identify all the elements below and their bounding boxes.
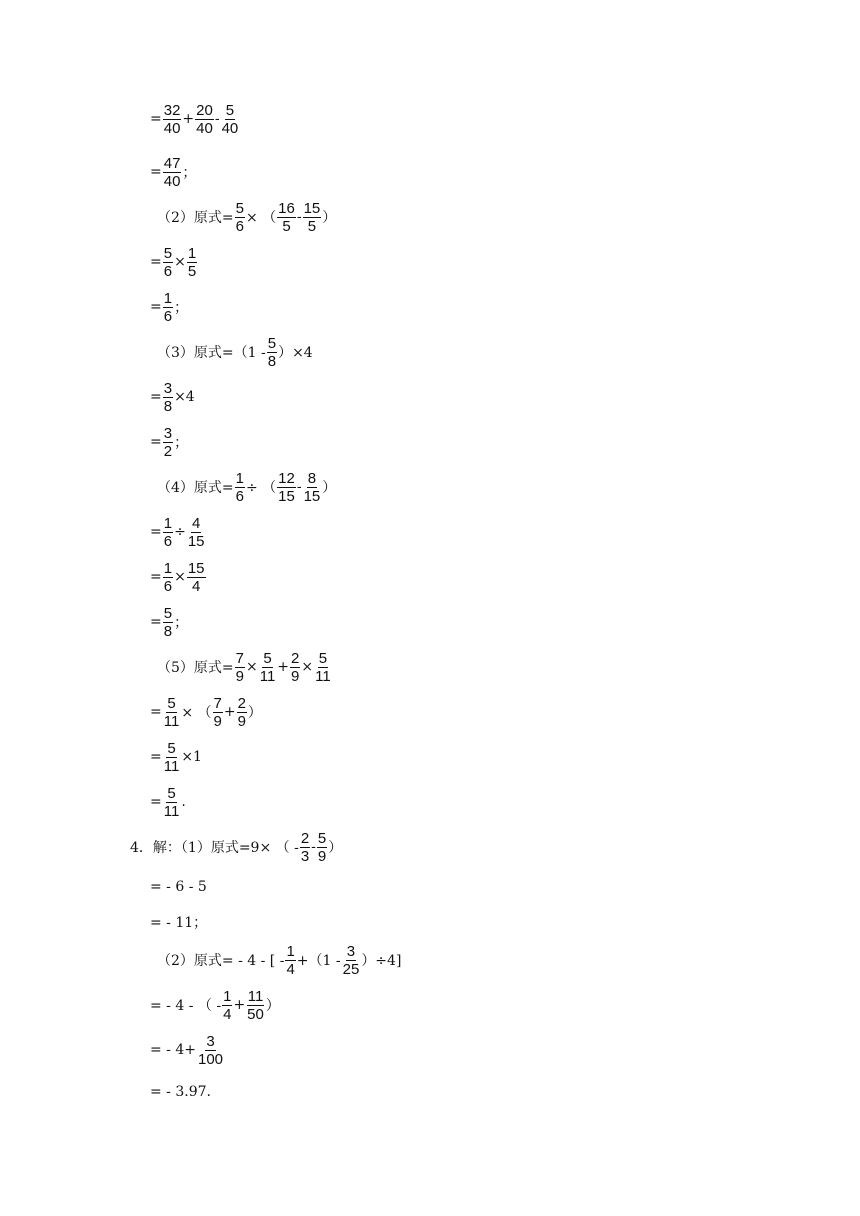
math-line xyxy=(150,102,240,136)
numerator: 2 xyxy=(300,829,310,847)
expression-text: 4．解：（1）原式=9× （ - xyxy=(130,840,299,856)
math-line xyxy=(157,200,336,234)
fraction xyxy=(290,650,300,685)
fraction xyxy=(277,200,296,235)
expression-text: ； xyxy=(182,165,197,181)
fraction xyxy=(221,102,240,137)
denominator: 40 xyxy=(163,119,181,137)
denominator: 9 xyxy=(235,667,244,685)
numerator: 5 xyxy=(163,244,173,262)
numerator: 11 xyxy=(247,987,264,1005)
denominator: 9 xyxy=(237,712,246,730)
numerator: 1 xyxy=(235,469,244,487)
numerator: 5 xyxy=(318,649,328,667)
expression-text: - xyxy=(296,479,302,495)
expression-text: - xyxy=(311,839,316,855)
expression-text: = - 11； xyxy=(150,915,208,931)
expression-text: ）÷4] xyxy=(361,953,402,969)
denominator: 11 xyxy=(259,667,276,685)
numerator: 5 xyxy=(235,199,244,217)
numerator: 5 xyxy=(163,604,173,622)
numerator: 5 xyxy=(267,334,277,352)
math-line xyxy=(150,290,188,324)
denominator: 11 xyxy=(163,802,180,820)
numerator: 8 xyxy=(307,469,317,487)
numerator: 4 xyxy=(191,514,201,532)
numerator: 1 xyxy=(163,289,173,307)
denominator: 15 xyxy=(278,487,295,505)
math-line xyxy=(157,943,401,977)
expression-text: = - 3.97. xyxy=(150,1084,211,1100)
expression-text: = xyxy=(150,299,162,315)
numerator: 2 xyxy=(237,694,246,712)
fraction xyxy=(277,470,296,505)
numerator: 3 xyxy=(163,379,173,397)
numerator: 15 xyxy=(187,559,205,577)
fraction xyxy=(195,102,214,137)
fraction xyxy=(163,785,181,820)
denominator: 9 xyxy=(291,667,300,685)
expression-text: ） xyxy=(322,480,337,496)
numerator: 1 xyxy=(223,987,232,1005)
denominator: 9 xyxy=(317,847,327,865)
math-line xyxy=(157,650,333,684)
expression-text: + xyxy=(223,704,236,720)
expression-text: = - 6 - 5 xyxy=(150,879,207,895)
numerator: 32 xyxy=(163,101,181,119)
numerator: 5 xyxy=(167,784,176,802)
fraction xyxy=(259,650,277,685)
expression-text: = xyxy=(150,434,162,450)
expression-text: （4）原式= xyxy=(157,480,234,496)
denominator: 6 xyxy=(163,577,173,595)
expression-text: × xyxy=(301,659,314,675)
expression-text: ×1 xyxy=(181,749,202,765)
expression-text: = xyxy=(150,569,162,585)
fraction xyxy=(237,695,247,730)
expression-text: × （ xyxy=(245,210,277,226)
expression-text: ） xyxy=(265,998,280,1014)
expression-text: = xyxy=(150,749,162,765)
fraction xyxy=(163,695,181,730)
expression-text: ） xyxy=(322,210,337,226)
denominator: 11 xyxy=(163,757,180,775)
denominator: 8 xyxy=(267,352,277,370)
math-line xyxy=(150,1075,211,1109)
denominator: 11 xyxy=(163,712,180,730)
fraction xyxy=(163,155,182,190)
expression-text: = - 4+ xyxy=(150,1042,196,1058)
numerator: 1 xyxy=(163,559,173,577)
numerator: 5 xyxy=(167,694,176,712)
fraction xyxy=(222,988,232,1023)
numerator: 12 xyxy=(278,469,295,487)
denominator: 6 xyxy=(235,487,244,505)
expression-text: + xyxy=(277,659,290,675)
expression-text: ÷ （ xyxy=(245,480,277,496)
math-line xyxy=(150,155,196,189)
expression-text: = xyxy=(150,389,162,405)
fraction xyxy=(163,380,173,415)
expression-text: ； xyxy=(174,300,189,316)
denominator: 50 xyxy=(247,1005,264,1023)
expression-text: ； xyxy=(174,615,189,631)
fraction xyxy=(213,695,223,730)
fraction xyxy=(197,1033,224,1068)
math-line xyxy=(150,740,202,774)
math-line xyxy=(150,785,186,819)
numerator: 5 xyxy=(317,829,327,847)
fraction xyxy=(163,605,173,640)
expression-text: ） xyxy=(328,840,343,856)
denominator: 5 xyxy=(187,262,197,280)
math-line xyxy=(157,470,336,504)
math-line xyxy=(150,560,207,594)
expression-text: ×4 xyxy=(174,389,195,405)
expression-text: + xyxy=(182,111,195,127)
math-line xyxy=(157,335,313,369)
fraction xyxy=(163,102,182,137)
fraction xyxy=(163,425,173,460)
fraction xyxy=(342,943,361,978)
math-line xyxy=(150,425,188,459)
expression-text: = xyxy=(150,111,162,127)
expression-text: （3）原式=（1 - xyxy=(157,345,266,361)
denominator: 5 xyxy=(282,217,291,235)
denominator: 6 xyxy=(163,307,173,325)
numerator: 15 xyxy=(303,199,321,217)
numerator: 20 xyxy=(196,101,213,119)
numerator: 2 xyxy=(291,649,300,667)
math-line xyxy=(150,380,195,414)
expression-text: = - 4 - （ - xyxy=(150,998,222,1014)
numerator: 5 xyxy=(263,649,272,667)
fraction xyxy=(285,943,295,978)
math-line xyxy=(150,988,280,1022)
denominator: 4 xyxy=(286,960,295,978)
expression-text: × xyxy=(245,659,258,675)
expression-text: × xyxy=(174,254,186,270)
expression-text: = xyxy=(150,704,162,720)
expression-text: = xyxy=(150,254,162,270)
fraction xyxy=(163,515,173,550)
denominator: 15 xyxy=(187,532,205,550)
denominator: 25 xyxy=(342,960,360,978)
fraction xyxy=(235,470,245,505)
expression-text: = xyxy=(150,524,162,540)
math-line xyxy=(130,830,342,864)
numerator: 5 xyxy=(167,739,176,757)
fraction xyxy=(303,470,322,505)
fraction xyxy=(163,245,173,280)
expression-text: = xyxy=(150,794,162,810)
expression-text: ÷ xyxy=(174,524,186,540)
expression-text: - xyxy=(214,111,220,127)
denominator: 100 xyxy=(198,1050,224,1068)
expression-text: +（1 - xyxy=(296,953,341,969)
expression-text: （2）原式= xyxy=(157,210,234,226)
denominator: 6 xyxy=(163,262,173,280)
math-line xyxy=(150,1033,225,1067)
fraction xyxy=(163,740,181,775)
denominator: 11 xyxy=(315,667,331,685)
numerator: 7 xyxy=(235,649,244,667)
math-line xyxy=(150,605,188,639)
denominator: 2 xyxy=(163,442,173,460)
denominator: 6 xyxy=(235,217,244,235)
expression-text: = xyxy=(150,164,162,180)
numerator: 3 xyxy=(346,942,356,960)
numerator: 5 xyxy=(225,101,235,119)
expression-text: ） xyxy=(247,705,262,721)
numerator: 1 xyxy=(286,942,295,960)
expression-text: ； xyxy=(174,435,189,451)
fraction xyxy=(246,988,265,1023)
denominator: 9 xyxy=(213,712,222,730)
fraction xyxy=(163,560,173,595)
fraction xyxy=(300,830,310,865)
numerator: 3 xyxy=(206,1032,215,1050)
fraction xyxy=(303,200,322,235)
denominator: 40 xyxy=(163,172,181,190)
denominator: 15 xyxy=(303,487,321,505)
fraction xyxy=(187,560,206,595)
denominator: 4 xyxy=(223,1005,232,1023)
fraction xyxy=(187,515,206,550)
math-line xyxy=(150,870,207,904)
numerator: 1 xyxy=(187,244,197,262)
denominator: 3 xyxy=(300,847,310,865)
expression-text: （2）原式= - 4 - [ - xyxy=(157,953,285,969)
fraction xyxy=(187,245,197,280)
math-line xyxy=(150,695,262,729)
denominator: 4 xyxy=(191,577,201,595)
expression-text: （5）原式= xyxy=(157,660,234,676)
numerator: 47 xyxy=(163,154,181,172)
expression-text: × （ xyxy=(181,705,212,721)
math-line xyxy=(150,905,207,939)
expression-text: . xyxy=(181,794,186,810)
denominator: 6 xyxy=(163,532,173,550)
numerator: 16 xyxy=(278,199,295,217)
math-line xyxy=(150,245,198,279)
expression-text: = xyxy=(150,614,162,630)
numerator: 7 xyxy=(213,694,222,712)
denominator: 40 xyxy=(221,119,239,137)
expression-text: - xyxy=(296,209,302,225)
fraction xyxy=(317,830,327,865)
fraction xyxy=(267,335,277,370)
fraction xyxy=(163,290,173,325)
fraction xyxy=(235,650,245,685)
expression-text: + xyxy=(233,997,246,1013)
fraction xyxy=(314,650,332,685)
expression-text: ）×4 xyxy=(278,345,313,361)
fraction xyxy=(235,200,245,235)
denominator: 8 xyxy=(163,622,173,640)
denominator: 5 xyxy=(307,217,317,235)
math-line xyxy=(150,515,207,549)
expression-text: × xyxy=(174,569,186,585)
numerator: 3 xyxy=(163,424,173,442)
numerator: 1 xyxy=(163,514,173,532)
denominator: 8 xyxy=(163,397,173,415)
denominator: 40 xyxy=(196,119,213,137)
